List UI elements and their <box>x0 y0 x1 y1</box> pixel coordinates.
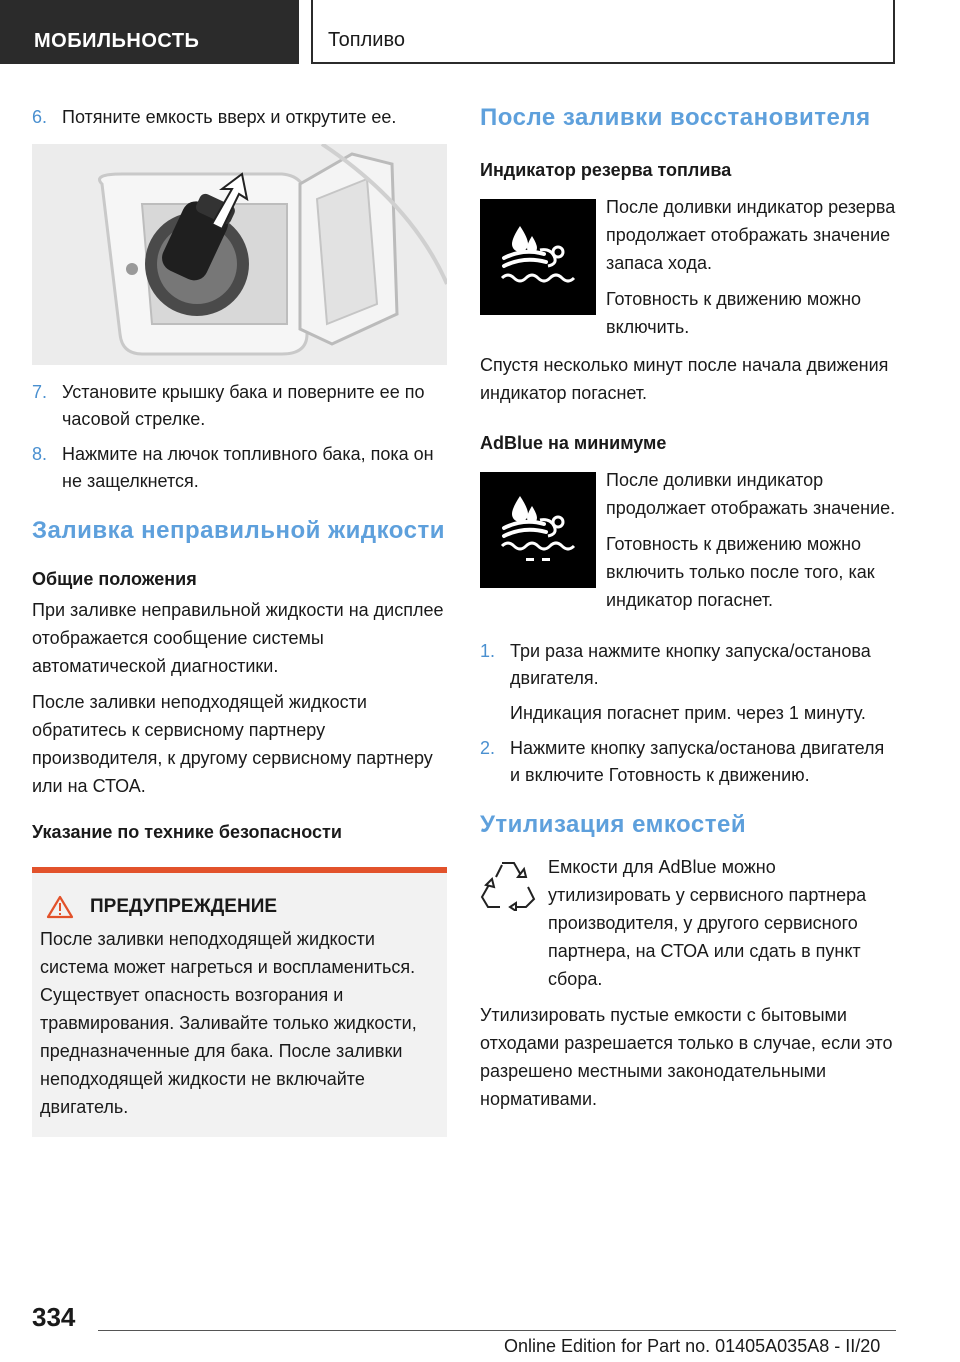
wrong-fluid-para-2: После заливки неподходящей жидкости обратитесь к сервисному партнеру производителя, к другому сервисному партнеру или на СТОА. <box>32 692 433 796</box>
right-step-1-sub: Индикация погаснет прим. через 1 минуту. <box>510 703 866 723</box>
footer-divider <box>98 1330 896 1331</box>
step-text: Установите крышку бака и поверните ее по часовой стрелке. <box>62 382 425 429</box>
step-7 <box>32 379 447 433</box>
right-column <box>480 104 896 1121</box>
step-6 <box>32 104 447 131</box>
disposal-heading: Утилизация емкостей <box>480 811 747 838</box>
adblue-minimum-icon <box>498 492 578 568</box>
reserve-para-2: Готовность к движению можно включить. <box>606 289 862 337</box>
reserve-indicator-image <box>480 199 596 315</box>
recycle-icon <box>480 855 536 911</box>
reserve-para-1: После доливки индикатор резерва продолжает отображать значение запаса хода. <box>606 197 896 273</box>
step-number: 6. <box>32 107 48 127</box>
minimum-para-2: Готовность к движению можно включить только после того, как индикатор погаснет. <box>606 534 875 610</box>
left-column <box>32 104 447 1137</box>
warning-triangle-icon <box>46 895 74 919</box>
safety-heading: Указание по технике безопасности <box>32 822 342 842</box>
reserve-heading: Индикатор резерва топлива <box>480 160 732 180</box>
minimum-heading: AdBlue на минимуме <box>480 433 667 453</box>
fuel-cap-photo <box>32 144 447 365</box>
page-number: 334 <box>32 1302 76 1332</box>
minimum-para-1: После доливки индикатор продолжает отображать значение. <box>606 470 896 518</box>
step-number: 8. <box>32 444 48 464</box>
wrong-fluid-heading: Заливка неправильной жидкости <box>32 517 445 544</box>
reserve-para-3: Спустя несколько минут после начала движения индикатор погаснет. <box>480 355 889 403</box>
minimum-indicator-text <box>606 466 896 622</box>
general-heading: Общие положения <box>32 569 197 589</box>
adblue-reserve-icon <box>498 222 578 292</box>
fuel-cap-illustration <box>32 144 447 365</box>
step-text: Три раза нажмите кнопку запуска/останова двигателя. <box>510 641 871 688</box>
after-refill-heading: После заливки восстановителя <box>480 104 871 131</box>
warning-title <box>40 895 437 919</box>
step-8 <box>32 441 447 495</box>
wrong-fluid-para-1: При заливке неправильной жидкости на дисплее отображается сообщение системы автоматической диагностики. <box>32 600 444 676</box>
warning-box <box>32 867 447 1137</box>
reserve-indicator-row <box>480 193 896 349</box>
warning-label: ПРЕДУПРЕЖДЕНИЕ <box>90 896 278 917</box>
step-number: 1. <box>480 641 496 661</box>
reserve-indicator-text <box>606 193 896 349</box>
step-number: 7. <box>32 382 48 402</box>
section-tab: МОБИЛЬНОСТЬ <box>0 0 299 64</box>
chapter-title: Топливо <box>311 0 895 64</box>
right-step-1 <box>480 638 896 692</box>
step-text: Нажмите кнопку запуска/останова двигателя и включите Готовность к движению. <box>510 738 885 785</box>
disposal-para-2: Утилизировать пустые емкости с бытовыми отходами разрешается только в случае, если это разрешено местными законодательными нормативами. <box>480 1005 893 1109</box>
disposal-para-1: Емкости для AdBlue можно утилизировать у сервисного партнера производителя, у другого сервисного партнера, на СТОА или сдать в пункт сбора. <box>548 857 867 989</box>
edition-note: Online Edition for Part no. 01405A035A8 - II/20 <box>504 1336 881 1356</box>
step-number: 2. <box>480 738 496 758</box>
minimum-indicator-row <box>480 466 896 622</box>
step-text: Потяните емкость вверх и открутите ее. <box>62 107 397 127</box>
step-text: Нажмите на лючок топливного бака, пока он не защелкнется. <box>62 444 434 491</box>
right-step-2 <box>480 735 896 789</box>
warning-text: После заливки неподходящей жидкости система может нагреться и воспламениться. Существует опасность возгорания и травмирования. Заливайте только жидкости, предназначенные для бака. После заливки неподходящей жидкости не включайте двигатель. <box>40 929 417 1117</box>
minimum-indicator-image <box>480 472 596 588</box>
disposal-row <box>480 853 896 993</box>
